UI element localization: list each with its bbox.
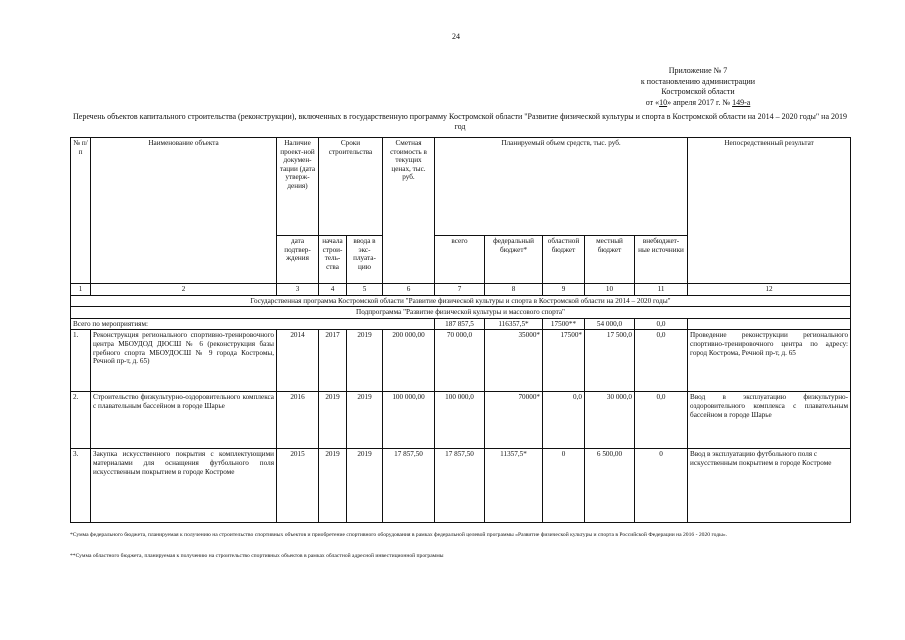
row-docs: 2015 [277,449,319,523]
row-federal: 70000* [485,392,543,449]
table-row [71,330,851,392]
row-name: Закупка искусственного покрытия с комплектующими материалами для оснащения футбольного поля искусственным покрытием в городе Костроме [91,449,277,523]
header-federal: федеральный бюджет* [485,236,543,284]
col-number: 5 [347,284,383,296]
header-name: Наименование объекта [91,138,277,284]
row-num: 1. [71,330,91,392]
date-mid: » апреля 2017 г. № [667,97,733,107]
objects-table [70,137,851,523]
row-regional: 0 [543,449,585,523]
table-row [71,392,851,449]
col-number: 9 [543,284,585,296]
row-name: Реконструкция регионального спортивно-тренировочного центра МБОУДОД ДЮСШ № 6 (реконструкция базы гребного спорта МБОУДОСШ № 9 города Костромы, Речной пр-т, д. 65) [91,330,277,392]
appendix-header [628,66,768,108]
totals-extra: 0,0 [635,318,688,330]
footnote-regional: **Сумма областного бюджета, планируемая к получению на строительство спортивных объектов в рамках областной адресной инвестиционной программы [70,553,444,559]
row-extra: 0 [635,449,688,523]
appendix-line3: Костромской области [661,87,735,96]
totals-local: 54 000,0 [585,318,635,330]
totals-result [688,318,851,330]
row-federal: 35000* [485,330,543,392]
row-cost: 17 857,50 [383,449,435,523]
col-number: 7 [435,284,485,296]
row-result: Ввод в эксплуатацию футбольного поля с искусственным покрытием в городе Костроме [688,449,851,523]
appendix-line2: к постановлению администрации [640,76,756,86]
header-cost: Сметная стоимость в текущих ценах, тыс. руб. [383,138,435,284]
col-number: 10 [585,284,635,296]
col-number: 8 [485,284,543,296]
row-local: 17 500,0 [585,330,635,392]
col-number: 11 [635,284,688,296]
totals-total: 187 857,5 [435,318,485,330]
col-number: 4 [319,284,347,296]
row-docs: 2014 [277,330,319,392]
header-start: начала строи-тель-ства [319,236,347,284]
row-docs: 2016 [277,392,319,449]
col-number: 6 [383,284,435,296]
row-total: 17 857,50 [435,449,485,523]
table-row [71,449,851,523]
row-regional: 17500* [543,330,585,392]
row-cost: 200 000,00 [383,330,435,392]
row-commission: 2019 [347,392,383,449]
row-total: 100 000,0 [435,392,485,449]
header-commission: ввода в экс-плуата-цию [347,236,383,284]
col-number: 3 [277,284,319,296]
row-local: 6 500,00 [585,449,635,523]
header-terms: Сроки строительства [319,138,383,236]
appendix-title: Приложение № 7 [668,66,728,75]
row-num: 2. [71,392,91,449]
row-federal: 11357,5* [485,449,543,523]
date-day: 10 [659,97,668,107]
header-result: Непосредственный результат [688,138,851,284]
col-number: 1 [71,284,91,296]
col-number: 12 [688,284,851,296]
header-planned: Планируемый объем средств, тыс. руб. [435,138,688,236]
footnote-federal: *Сумма федерального бюджета, планируемая к получению на строительство спортивных объектов и приобретение спортивного оборудования в рамках федеральной целевой программы «Развитие физической культуры и спорта в Российской Федерации на 2016 - 2020 годы». [70,532,728,538]
totals-federal: 116357,5* [485,318,543,330]
header-regional: областной бюджет [543,236,585,284]
header-extra: внебюджет-ные источники [635,236,688,284]
row-commission: 2019 [347,449,383,523]
header-num: № п/п [71,138,91,284]
row-start: 2019 [319,449,347,523]
row-regional: 0,0 [543,392,585,449]
decree-number: 149-а [732,97,751,107]
row-cost: 100 000,00 [383,392,435,449]
row-num: 3. [71,449,91,523]
header-total: всего [435,236,485,284]
program-title: Государственная программа Костромской области "Развитие физической культуры и спорта в Костромской области на 2014 – 2020 годы" [71,295,851,307]
row-start: 2017 [319,330,347,392]
row-result: Ввод в эксплуатацию физкультурно-оздоровительного комплекса с плавательным бассейном в городе Шарье [688,392,851,449]
col-number: 2 [91,284,277,296]
row-commission: 2019 [347,330,383,392]
header-approval-date: дата подтвер-ждения [277,236,319,284]
totals-row [71,318,851,330]
date-prefix: от « [645,97,660,107]
row-extra: 0,0 [635,392,688,449]
row-start: 2019 [319,392,347,449]
header-local: местный бюджет [585,236,635,284]
row-total: 70 000,0 [435,330,485,392]
column-number-row [71,284,851,296]
document-title: Перечень объектов капитального строительства (реконструкции), включенных в государственную программу Костромской области "Развитие физической культуры и спорта в Костромской области на 2014 – 2020 годы" на 2019 год [72,112,848,131]
row-extra: 0,0 [635,330,688,392]
row-name: Строительство физкультурно-оздоровительного комплекса с плавательным бассейном в городе Шарье [91,392,277,449]
row-result: Проведение реконструкции регионального спортивно-тренировочного центра по адресу: город Кострома, Речной пр-т, д. 65 [688,330,851,392]
appendix-date [628,98,768,109]
page-number: 24 [452,32,460,41]
subprogram-title: Подпрограмма "Развитие физической культуры и массового спорта" [71,307,851,319]
header-docs: Наличие проект-ной докумен-тации (дата утверж-дения) [277,138,319,236]
totals-label: Всего по мероприятиям: [71,318,435,330]
totals-regional: 17500** [543,318,585,330]
row-local: 30 000,0 [585,392,635,449]
